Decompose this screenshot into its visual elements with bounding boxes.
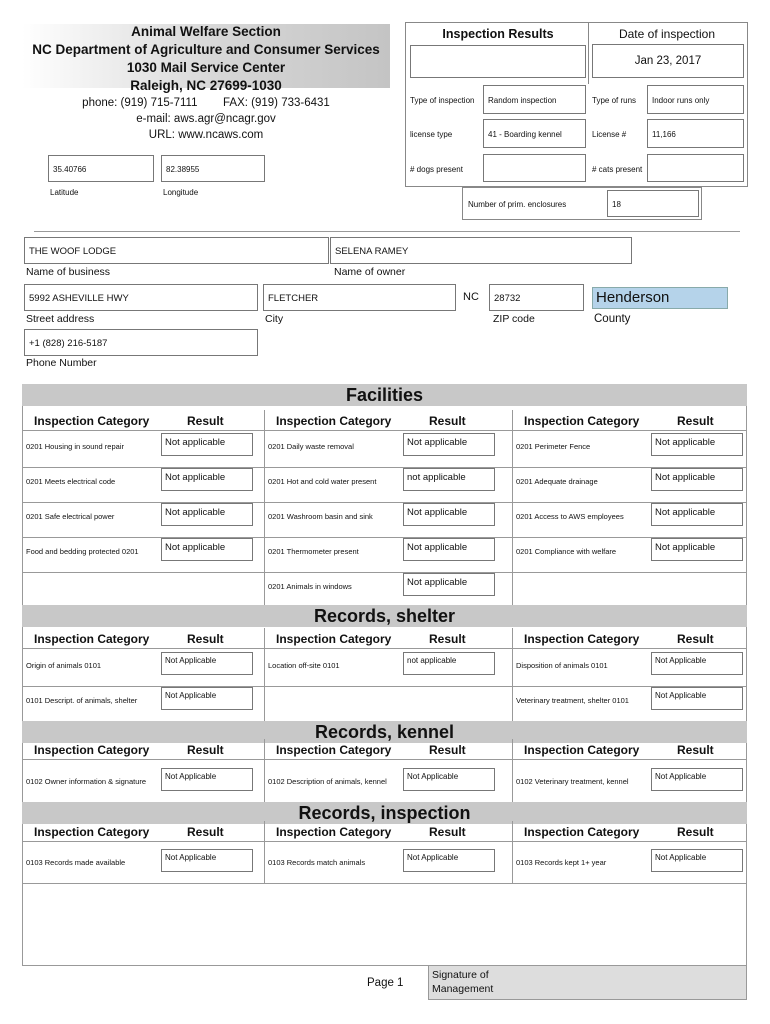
result-field[interactable]: Not applicable xyxy=(651,433,743,456)
state-value: NC xyxy=(463,291,479,303)
inspection-category: 0103 Records made available xyxy=(26,858,126,867)
result-field[interactable]: Not Applicable xyxy=(403,849,495,872)
column-divider xyxy=(512,739,513,802)
col-header-result: Result xyxy=(187,743,224,757)
inspection-category: Food and bedding protected 0201 xyxy=(26,547,139,556)
result-field[interactable]: Not applicable xyxy=(403,433,495,456)
business-name-label: Name of business xyxy=(26,266,111,278)
col-header-result: Result xyxy=(677,632,714,646)
row-rule xyxy=(22,883,747,884)
inspection-category: 0101 Descript. of animals, shelter xyxy=(26,696,138,705)
col-header-result: Result xyxy=(187,414,224,428)
date-of-inspection-field[interactable]: Jan 23, 2017 xyxy=(592,44,744,78)
result-field[interactable]: Not Applicable xyxy=(651,687,743,710)
header-rule xyxy=(22,841,747,842)
inspection-category: 0102 Description of animals, kennel xyxy=(268,777,387,786)
row-rule xyxy=(22,537,747,538)
header-rule xyxy=(22,648,747,649)
column-divider xyxy=(512,821,513,883)
county-label: County xyxy=(594,313,631,325)
col-header-result: Result xyxy=(677,743,714,757)
cats-present-label: # cats present xyxy=(592,165,643,174)
inspection-category: 0201 Compliance with welfare xyxy=(516,547,617,556)
result-field[interactable]: Not Applicable xyxy=(651,849,743,872)
col-header-result: Result xyxy=(429,632,466,646)
col-header-result: Result xyxy=(429,743,466,757)
section-title-records-shelter: Records, shelter xyxy=(22,605,747,627)
phone-number-label: Phone Number xyxy=(26,357,97,369)
column-divider xyxy=(264,739,265,802)
agency-url: URL: www.ncaws.com xyxy=(148,129,264,141)
street-address-label: Street address xyxy=(26,313,95,325)
agency-address1: 1030 Mail Service Center xyxy=(126,60,286,75)
inspection-category: 0201 Animals in windows xyxy=(268,582,352,591)
latitude-field[interactable]: 35.40766 xyxy=(48,155,154,182)
result-field[interactable]: Not applicable xyxy=(651,503,743,526)
longitude-field[interactable]: 82.38955 xyxy=(161,155,265,182)
license-type-label: license type xyxy=(410,130,453,139)
row-rule xyxy=(22,686,747,687)
inspection-category: Veterinary treatment, shelter 0101 xyxy=(516,696,629,705)
col-header-category: Inspection Category xyxy=(276,632,392,646)
result-field[interactable]: not applicable xyxy=(403,468,495,491)
header-rule xyxy=(22,759,747,760)
inspection-category: 0201 Washroom basin and sink xyxy=(268,512,373,521)
header-rule xyxy=(22,430,747,431)
result-field[interactable]: Not Applicable xyxy=(161,849,253,872)
result-field[interactable]: Not Applicable xyxy=(161,687,253,710)
inspection-category: 0201 Thermometer present xyxy=(268,547,359,556)
agency-section: Animal Welfare Section xyxy=(131,24,281,39)
col-header-category: Inspection Category xyxy=(34,414,150,428)
inspection-results-field[interactable] xyxy=(410,45,586,78)
col-header-category: Inspection Category xyxy=(34,743,150,757)
result-field[interactable]: Not applicable xyxy=(651,468,743,491)
result-field[interactable]: Not applicable xyxy=(161,433,253,456)
col-header-result: Result xyxy=(187,632,224,646)
section-title-records-inspection: Records, inspection xyxy=(22,802,747,824)
agency-phone-fax: phone: (919) 715-7111 FAX: (919) 733-6431 xyxy=(82,97,330,109)
inspection-category: 0201 Adequate drainage xyxy=(516,477,598,486)
col-header-result: Result xyxy=(429,414,466,428)
column-divider xyxy=(264,821,265,883)
signature-label: Signature of Management xyxy=(432,969,494,995)
license-type-field[interactable]: 41 - Boarding kennel xyxy=(483,119,586,148)
inspection-category: 0201 Hot and cold water present xyxy=(268,477,377,486)
owner-name-field[interactable]: SELENA RAMEY xyxy=(330,237,632,264)
agency-department: NC Department of Agriculture and Consumer Services xyxy=(32,42,380,57)
result-field[interactable]: Not applicable xyxy=(403,503,495,526)
section-title-facilities: Facilities xyxy=(22,384,747,406)
license-number-field[interactable]: 11,166 xyxy=(647,119,744,148)
result-field[interactable]: Not Applicable xyxy=(403,768,495,791)
agency-address2: Raleigh, NC 27699-1030 xyxy=(130,78,282,93)
inspection-category: 0201 Meets electrical code xyxy=(26,477,116,486)
inspection-category: Origin of animals 0101 xyxy=(26,661,102,670)
license-number-label: License # xyxy=(592,130,627,139)
section-frame xyxy=(22,824,747,965)
zip-code-label: ZIP code xyxy=(493,313,535,325)
dogs-present-label: # dogs present xyxy=(410,165,463,174)
result-field[interactable]: Not Applicable xyxy=(651,652,743,675)
section-frame xyxy=(22,406,747,605)
col-header-category: Inspection Category xyxy=(524,743,640,757)
type-of-inspection-label: Type of inspection xyxy=(410,96,475,105)
col-header-category: Inspection Category xyxy=(276,825,392,839)
col-header-category: Inspection Category xyxy=(524,632,640,646)
col-header-category: Inspection Category xyxy=(276,414,392,428)
result-field[interactable]: Not applicable xyxy=(161,538,253,561)
agency-email: e-mail: aws.agr@ncagr.gov xyxy=(136,113,276,125)
inspection-category: 0103 Records match animals xyxy=(268,858,366,867)
column-divider xyxy=(264,410,265,607)
col-header-result: Result xyxy=(677,414,714,428)
result-field[interactable]: Not Applicable xyxy=(161,768,253,791)
result-field[interactable]: Not applicable xyxy=(403,538,495,561)
city-label: City xyxy=(265,313,284,325)
col-header-result: Result xyxy=(677,825,714,839)
col-header-category: Inspection Category xyxy=(524,414,640,428)
row-rule xyxy=(22,572,747,573)
col-header-category: Inspection Category xyxy=(34,632,150,646)
result-field[interactable]: Not Applicable xyxy=(161,652,253,675)
type-of-inspection-field[interactable]: Random inspection xyxy=(483,85,586,114)
row-rule xyxy=(22,467,747,468)
inspection-category: 0201 Housing in sound repair xyxy=(26,442,124,451)
phone-number-field[interactable]: +1 (828) 216-5187 xyxy=(24,329,258,356)
inspection-category: 0102 Veterinary treatment, kennel xyxy=(516,777,629,786)
result-field[interactable]: Not applicable xyxy=(161,503,253,526)
panel-divider xyxy=(588,22,589,84)
street-address-field[interactable]: 5992 ASHEVILLE HWY xyxy=(24,284,258,311)
inspection-category: 0201 Daily waste removal xyxy=(268,442,354,451)
result-field[interactable]: Not applicable xyxy=(161,468,253,491)
dogs-present-field[interactable] xyxy=(483,154,586,182)
result-field[interactable]: Not applicable xyxy=(403,573,495,596)
page-number: Page 1 xyxy=(367,977,404,989)
divider xyxy=(34,231,740,232)
inspection-category: Location off-site 0101 xyxy=(268,661,340,670)
cats-present-field[interactable] xyxy=(647,154,744,182)
col-header-result: Result xyxy=(429,825,466,839)
col-header-category: Inspection Category xyxy=(34,825,150,839)
col-header-category: Inspection Category xyxy=(524,825,640,839)
column-divider xyxy=(512,628,513,721)
inspection-results-label: Inspection Results xyxy=(442,27,554,41)
row-rule xyxy=(22,502,747,503)
result-field[interactable]: not applicable xyxy=(403,652,495,675)
enclosures-field[interactable]: 18 xyxy=(607,190,699,217)
column-divider xyxy=(264,628,265,721)
inspection-category: 0201 Access to AWS employees xyxy=(516,512,624,521)
inspection-category: Disposition of animals 0101 xyxy=(516,661,608,670)
type-of-runs-label: Type of runs xyxy=(592,96,637,105)
longitude-label: Longitude xyxy=(163,188,199,197)
city-field[interactable]: FLETCHER xyxy=(263,284,456,311)
county-field[interactable]: Henderson xyxy=(592,287,728,309)
inspection-category: 0201 Perimeter Fence xyxy=(516,442,591,451)
enclosures-label: Number of prim. enclosures xyxy=(468,200,567,209)
result-field[interactable]: Not applicable xyxy=(651,538,743,561)
result-field[interactable]: Not Applicable xyxy=(651,768,743,791)
inspection-category: 0201 Safe electrical power xyxy=(26,512,115,521)
col-header-result: Result xyxy=(187,825,224,839)
latitude-label: Latitude xyxy=(50,188,79,197)
column-divider xyxy=(512,410,513,607)
business-name-field[interactable]: THE WOOF LODGE xyxy=(24,237,329,264)
inspection-category: 0103 Records kept 1+ year xyxy=(516,858,607,867)
zip-code-field[interactable]: 28732 xyxy=(489,284,584,311)
type-of-runs-field[interactable]: Indoor runs only xyxy=(647,85,744,114)
section-title-records-kennel: Records, kennel xyxy=(22,721,747,743)
date-of-inspection-label: Date of inspection xyxy=(618,27,716,41)
col-header-category: Inspection Category xyxy=(276,743,392,757)
owner-name-label: Name of owner xyxy=(334,266,406,278)
inspection-category: 0102 Owner information & signature xyxy=(26,777,147,786)
